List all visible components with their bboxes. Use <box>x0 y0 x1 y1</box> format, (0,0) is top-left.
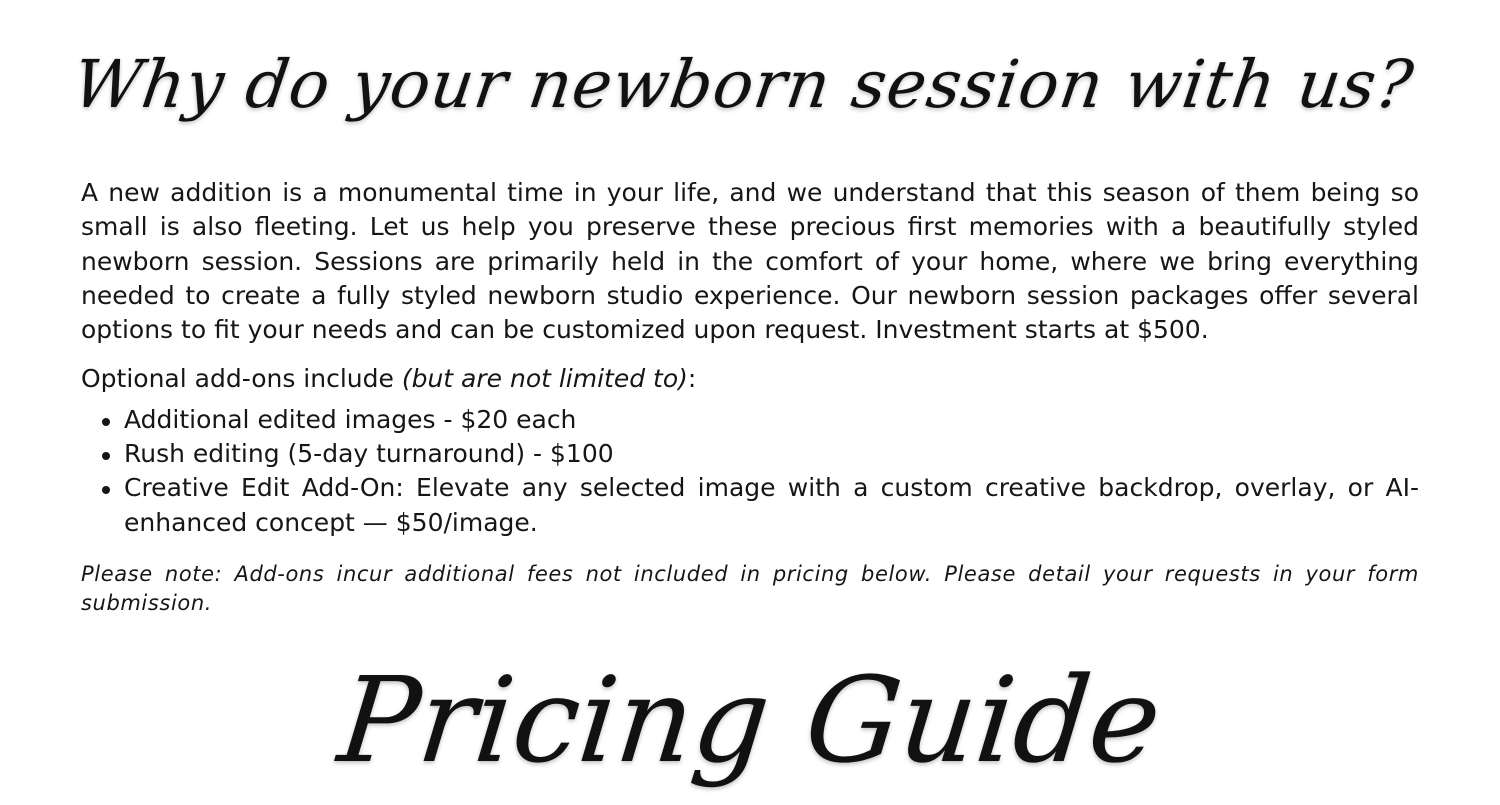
heading-why-newborn-session: Why do your newborn session with us? <box>68 46 1419 123</box>
addons-lead-italic: (but are not limited to) <box>401 364 688 394</box>
addons-lead-text: Optional add-ons include <box>81 364 402 394</box>
bullet-icon <box>102 418 110 426</box>
addon-item-text: Additional edited images - $20 each <box>124 404 577 434</box>
list-item <box>81 437 1419 471</box>
addon-item-text: Rush editing (5-day turnaround) - $100 <box>124 439 614 469</box>
addon-item-text: Creative Edit Add-On: Elevate any selected image with a custom creative backdrop, overlay, or AI-enhanced concept — $50/image. <box>124 473 1419 537</box>
content-block <box>81 176 1419 618</box>
intro-paragraph: A new addition is a monumental time in your life, and we understand that this season of them being so small is also fleeting. Let us help you preserve these precious first memories with a beautifully styled newborn session. Sessions are primarily held in the comfort of your home, where we bring everything needed to create a fully styled newborn studio experience. Our newborn session packages offer several options to fit your needs and can be customized upon request. Investment starts at $500. <box>81 178 1419 345</box>
addons-lead-end: : <box>687 364 697 394</box>
list-item <box>81 471 1419 540</box>
list-item <box>81 403 1419 437</box>
addons-lead <box>81 362 1419 396</box>
bullet-icon <box>102 452 110 460</box>
bullet-icon <box>102 486 110 494</box>
heading-pricing-guide: Pricing Guide <box>332 651 1168 789</box>
addon-list <box>81 403 1419 540</box>
addons-note: Please note: Add-ons incur additional fees not included in pricing below. Please detail your requests in your form submission. <box>81 561 1419 615</box>
